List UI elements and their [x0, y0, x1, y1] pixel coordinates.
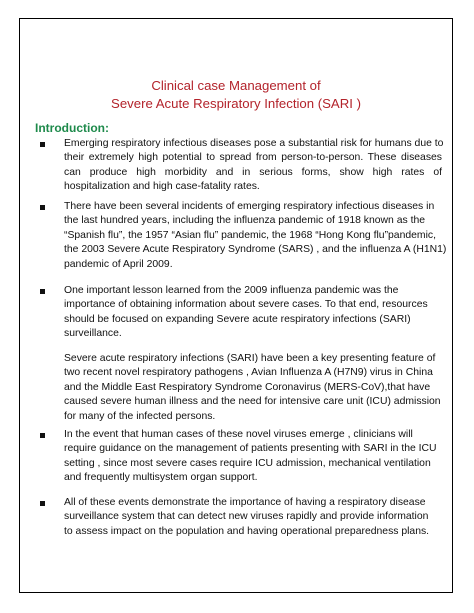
paragraph-line: caused severe human illness and the need for intensive care unit (ICU) admission — [64, 396, 441, 408]
bullet-icon — [40, 289, 45, 294]
bullet-icon — [40, 142, 45, 147]
paragraph-line: hospitalization and high case-fatality rates. — [64, 181, 260, 193]
bullet-icon — [40, 205, 45, 210]
paragraph-line: can produce high morbidity and in serious forms, show high rates of — [64, 166, 442, 178]
paragraph-line: Severe acute respiratory infections (SARI) have been a key presenting feature of — [64, 353, 436, 364]
paragraph-line: the last hundred years, including the influenza pandemic of 1918 known as the — [64, 215, 426, 227]
paragraph-line: and the Middle East Respiratory Syndrome Coronavirus (MERS-CoV),that have — [64, 381, 431, 393]
paragraph-line: the 2003 Severe Acute Respiratory Syndrome (SARS) , and the influenza A (H1N1) — [64, 244, 447, 256]
paragraph-6 — [64, 496, 442, 539]
title-line-1: Clinical case Management of — [151, 78, 321, 93]
paragraph-4 — [64, 352, 442, 424]
paragraph-line: to assess impact on the population and having operational preparedness plans. — [64, 525, 430, 537]
paragraph-5 — [64, 428, 442, 486]
document-title — [19, 77, 453, 113]
paragraph-line: their extremely high potential to spread from person-to-person. These diseases — [64, 152, 442, 164]
title-line-2: Severe Acute Respiratory Infection (SARI ) — [111, 96, 361, 111]
paragraph-line: There have been several incidents of emerging respiratory infectious diseases in — [64, 201, 435, 212]
paragraph-line: surveillance system that can detect new viruses rapidly and provide information — [64, 511, 429, 523]
paragraph-2 — [64, 200, 447, 272]
paragraph-line: surveillance. — [64, 328, 122, 340]
paragraph-1 — [64, 137, 442, 195]
paragraph-line: for many of the infected persons. — [64, 410, 216, 422]
paragraph-line: One important lesson learned from the 2009 influenza pandemic was the — [64, 285, 399, 296]
bullet-icon — [40, 433, 45, 438]
paragraph-line: All of these events demonstrate the importance of having a respiratory disease — [64, 497, 426, 508]
paragraph-line: setting , since most severe cases require ICU admission, mechanical ventilation — [64, 457, 431, 469]
paragraph-line: importance of obtaining information about severe cases. To that end, resources — [64, 299, 428, 311]
bullet-icon — [40, 501, 45, 506]
paragraph-line: two recent novel respiratory pathogens , Avian Influenza A (H7N9) virus in China — [64, 367, 433, 379]
paragraph-line: In the event that human cases of these novel viruses emerge , clinicians will — [64, 429, 413, 440]
paragraph-line: pandemic of April 2009. — [64, 258, 173, 270]
section-heading-introduction: Introduction: — [35, 121, 109, 135]
paragraph-line: Emerging respiratory infectious diseases pose a substantial risk for humans due to — [64, 138, 444, 149]
paragraph-line: and frequently multisystem organ support. — [64, 472, 258, 484]
paragraph-line: require guidance on the management of patients presenting with SARI in the ICU — [64, 443, 437, 455]
paragraph-line: “Spanish flu”, the 1957 “Asian flu” pandemic, the 1968 “Hong Kong flu”pandemic, — [64, 229, 436, 241]
paragraph-line: should be focused on expanding Severe acute respiratory infections (SARI) — [64, 313, 411, 325]
paragraph-3 — [64, 284, 442, 342]
